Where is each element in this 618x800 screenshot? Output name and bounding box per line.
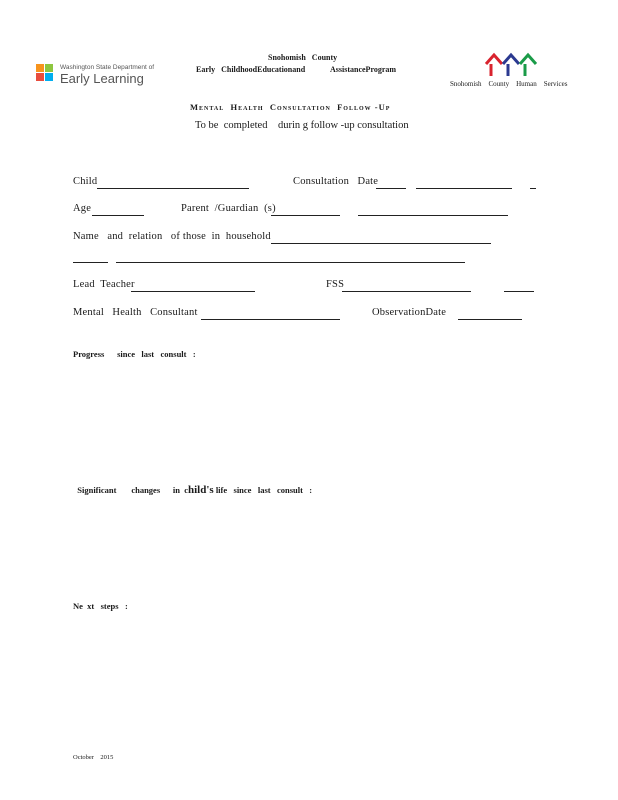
household-field-3[interactable] xyxy=(116,262,465,263)
significant-pre: Significant changes in c xyxy=(77,485,188,495)
significant-post: life since last consult : xyxy=(213,485,313,495)
del-logo-blocks-icon xyxy=(36,64,54,82)
child-label: Child xyxy=(73,176,98,187)
mh-consultant-field[interactable] xyxy=(201,319,340,320)
observation-date-field[interactable] xyxy=(458,319,522,320)
page-title: Mental Health Consultation Follow -Up xyxy=(190,102,391,112)
fss-label: FSS xyxy=(326,279,345,290)
significant-changes-area[interactable] xyxy=(73,490,543,590)
del-logo xyxy=(36,64,156,86)
human-services-text: Snohomish County Human Services xyxy=(450,80,568,88)
header-program-left: Early ChildhoodEducationand xyxy=(196,65,306,74)
consultation-date-field[interactable] xyxy=(376,188,406,189)
mh-consultant-label: Mental Health Consultant xyxy=(73,307,198,318)
age-label: Age xyxy=(73,203,92,214)
significant-big: hild's xyxy=(188,484,214,496)
age-field[interactable] xyxy=(92,215,144,216)
consultation-date-field-2[interactable] xyxy=(416,188,512,189)
parent-guardian-field[interactable] xyxy=(271,215,340,216)
next-steps-area[interactable] xyxy=(73,616,543,736)
household-field-2[interactable] xyxy=(73,262,108,263)
parent-guardian-label: Parent /Guardian (s) xyxy=(181,203,276,214)
lead-teacher-field[interactable] xyxy=(131,291,255,292)
child-field[interactable] xyxy=(97,188,249,189)
page-subtitle: To be completed durin g follow -up consultation xyxy=(195,120,409,131)
consultation-date-field-3[interactable] xyxy=(530,188,536,189)
progress-heading: Progress since last consult : xyxy=(73,349,196,359)
progress-area[interactable] xyxy=(73,364,543,464)
parent-guardian-field-2[interactable] xyxy=(358,215,508,216)
fss-field-2[interactable] xyxy=(504,291,534,292)
lead-teacher-label: Lead Teacher xyxy=(73,279,135,290)
household-field[interactable] xyxy=(271,243,491,244)
household-label: Name and relation of those in household xyxy=(73,231,271,242)
header-program-right: AssistanceProgram xyxy=(330,65,397,74)
footer-date: October 2015 xyxy=(73,754,114,761)
human-services-arrows-icon xyxy=(484,52,540,78)
next-steps-heading: Ne xt steps : xyxy=(73,601,128,611)
observation-date-label: ObservationDate xyxy=(372,307,447,318)
consultation-date-label: Consultation Date xyxy=(293,176,379,187)
header-county: Snohomish County xyxy=(268,53,338,62)
del-logo-big-text: Early Learning xyxy=(60,71,144,86)
fss-field[interactable] xyxy=(342,291,471,292)
del-logo-small-text: Washington State Department of xyxy=(60,64,155,71)
